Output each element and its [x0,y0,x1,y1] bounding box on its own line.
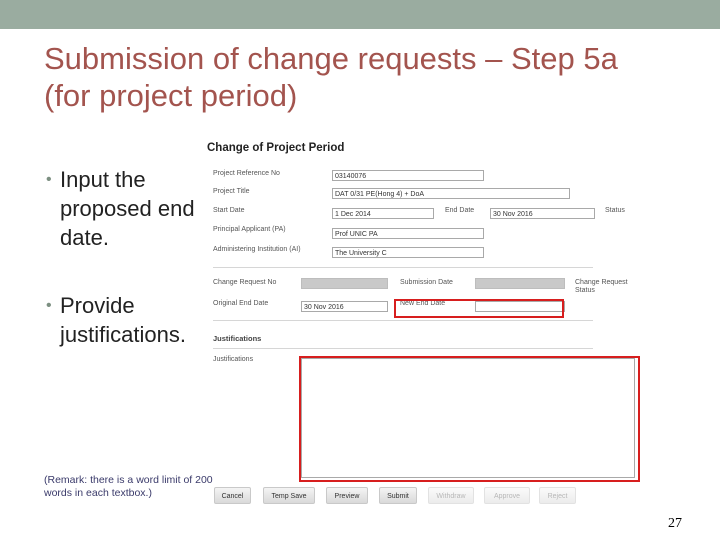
bullet-dot-icon: • [46,171,52,188]
justifications-label: Justifications [213,356,254,363]
bullet-dot-icon: • [46,297,52,314]
new-end-date-highlight [394,299,564,318]
justifications-heading: Justifications [213,334,262,343]
bullet-text: Input the proposed end date. [60,167,195,250]
admin-institution-label: Administering Institution (AI) [213,246,301,253]
slide-title-line2: (for project period) [44,78,298,113]
page-number: 27 [668,516,682,531]
original-end-date-label: Original End Date [213,300,269,307]
end-date-label: End Date [445,207,475,214]
approve-button[interactable]: Approve [484,487,530,504]
slide-title-line1: Submission of change requests – Step 5a [44,41,618,76]
form-title: Change of Project Period [207,142,345,154]
status-label: Status [605,207,625,214]
bullet-provide-justifications [46,291,211,349]
submission-date-field [475,278,565,289]
withdraw-button[interactable]: Withdraw [428,487,474,504]
pa-field[interactable]: Prof UNIC PA [332,228,484,239]
end-date-field[interactable]: 30 Nov 2016 [490,208,595,219]
separator [213,267,593,268]
bullet-text: Provide justifications. [60,293,186,347]
temp-save-button[interactable]: Temp Save [263,487,315,504]
pa-label: Principal Applicant (PA) [213,226,286,233]
new-end-date-label: New End Date [400,300,446,307]
start-date-label: Start Date [213,207,245,214]
submission-date-label: Submission Date [400,279,453,286]
top-bar [0,0,720,29]
remark-note: (Remark: there is a word limit of 200 words in each textbox.) [44,474,213,499]
reject-button[interactable]: Reject [539,487,576,504]
admin-institution-field[interactable]: The University C [332,247,484,258]
original-end-date-field: 30 Nov 2016 [301,301,388,312]
separator [213,348,593,349]
project-title-label: Project Title [213,188,250,195]
justifications-highlight [299,356,640,482]
change-request-status-label: Change Request Status [575,279,628,294]
submit-button[interactable]: Submit [379,487,417,504]
change-request-no-field [301,278,388,289]
project-ref-label: Project Reference No [213,170,280,177]
slide-title [44,40,704,114]
project-title-field[interactable]: DAT 0/31 PE(Hong 4) + DoA [332,188,570,199]
project-ref-field[interactable]: 03140076 [332,170,484,181]
preview-button[interactable]: Preview [326,487,368,504]
change-request-no-label: Change Request No [213,279,277,286]
bullet-input-end-date [46,165,211,252]
cancel-button[interactable]: Cancel [214,487,251,504]
separator [213,320,593,321]
start-date-field[interactable]: 1 Dec 2014 [332,208,434,219]
